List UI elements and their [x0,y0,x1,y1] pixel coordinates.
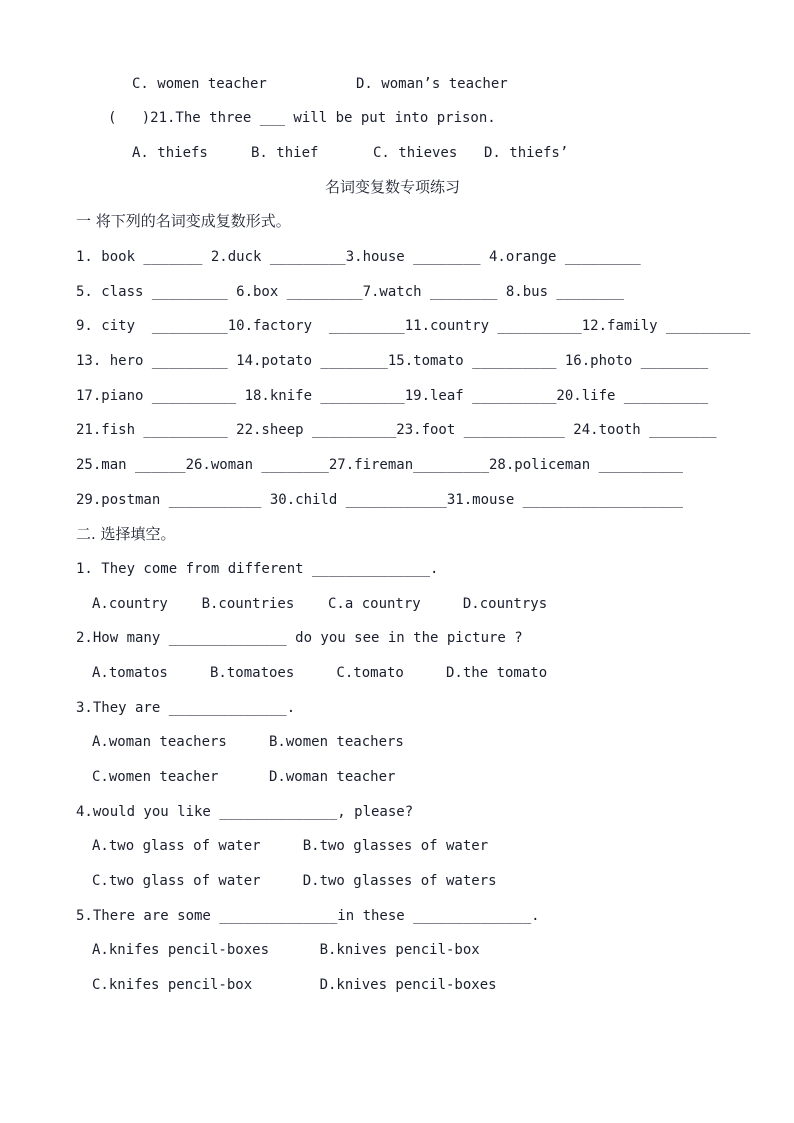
question-options: C.women teacher D.woman teacher [92,769,396,785]
question-options: A.two glass of water B.two glasses of water [92,838,489,854]
question-options: A.knifes pencil-boxes B.knives pencil-box [92,942,480,958]
plural-row: 1. book _______ 2.duck _________3.house ________ 4.orange _________ [76,249,641,265]
question-options: A.tomatos B.tomatoes C.tomato D.the tomato [92,665,548,681]
question-21-stem: ( )21.The three ___ will be put into prison. [108,110,496,126]
worksheet-title: 名词变复数专项练习 [325,178,461,196]
plural-row: 25.man ______26.woman ________27.fireman_________28.policeman __________ [76,457,683,473]
option-q21-a: A. thiefs [132,145,208,161]
question-stem: 1. They come from different ______________. [76,561,439,577]
plural-row: 5. class _________ 6.box _________7.watch ________ 8.bus ________ [76,284,624,300]
question-options: A.woman teachers B.women teachers [92,734,404,750]
question-options: C.two glass of water D.two glasses of waters [92,873,497,889]
option-q21-c: C. thieves [373,145,458,161]
plural-row: 21.fish __________ 22.sheep __________23.foot ____________ 24.tooth ________ [76,422,717,438]
option-q20-c: C. women teacher [132,76,267,92]
question-stem: 3.They are ______________. [76,700,296,716]
question-stem: 4.would you like ______________, please? [76,804,414,820]
question-stem: 2.How many ______________ do you see in the picture ? [76,630,523,646]
section-1-heading: 一 将下列的名词变成复数形式。 [76,212,291,230]
plural-row: 17.piano __________ 18.knife __________19.leaf __________20.life __________ [76,388,709,404]
question-options: A.country B.countries C.a country D.countrys [92,596,548,612]
option-q21-d: D. thiefs’ [484,145,569,161]
question-options: C.knifes pencil-box D.knives pencil-boxes [92,977,497,993]
question-stem: 5.There are some ______________in these ______________. [76,908,540,924]
plural-row: 9. city _________10.factory _________11.country __________12.family __________ [76,318,751,334]
section-2-heading: 二. 选择填空。 [76,525,176,543]
option-q20-d: D. woman’s teacher [356,76,508,92]
plural-row: 29.postman ___________ 30.child ____________31.mouse ___________________ [76,492,683,508]
plural-row: 13. hero _________ 14.potato ________15.tomato __________ 16.photo ________ [76,353,709,369]
option-q21-b: B. thief [251,145,319,161]
